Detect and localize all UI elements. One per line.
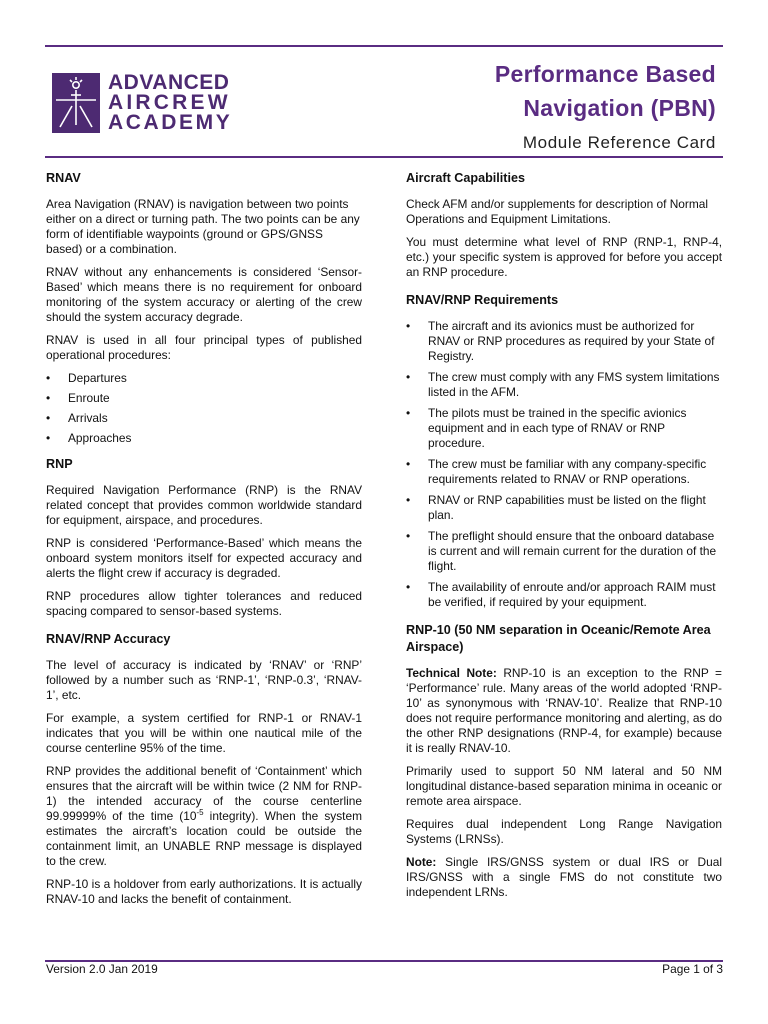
paragraph: Primarily used to support 50 NM lateral and 50 NM longitudinal distance-based separation minima in oceanic or remote area airspace.: [406, 764, 722, 808]
document-title-block: [495, 57, 716, 153]
section-heading-requirements: RNAV/RNP Requirements: [406, 293, 559, 307]
paragraph: RNP-10 is a holdover from early authorizations. It is actually RNAV-10 and lacks the benefit of containment.: [46, 877, 362, 906]
list-item: • The availability of enroute and/or approach RAIM must be verified, if required by your equipment.: [406, 580, 722, 610]
document-subtitle: Module Reference Card: [522, 133, 716, 152]
paragraph: You must determine what level of RNP (RNP-1, RNP-4, etc.) your specific system is approved for before you accept an RNP procedure.: [406, 235, 722, 279]
paragraph: RNP is considered ‘Performance-Based’ which means the onboard system monitors itself for expected accuracy and alerts the flight crew if accuracy is degraded.: [46, 536, 362, 580]
version-label: Version 2.0 Jan 2019: [46, 962, 158, 976]
section-heading-accuracy: RNAV/RNP Accuracy: [46, 632, 171, 646]
section-heading-rnp: RNP: [46, 457, 73, 471]
paragraph: Area Navigation (RNAV) is navigation between two points either on a direct or turning path. The two points can be any form of identifiable waypoints (ground or GPS/GNSS based) or a combination.: [46, 197, 360, 256]
section-heading-capabilities: Aircraft Capabilities: [406, 171, 525, 185]
paragraph: The level of accuracy is indicated by ‘RNAV’ or ‘RNP’ followed by a number such as ‘RNP-1’, ‘RNP-0.3’, ‘RNAV-1’, etc.: [46, 658, 362, 702]
academy-logo: [52, 73, 232, 133]
note: Note: Single IRS/GNSS system or dual IRS or Dual IRS/GNSS with a single FMS do not constitute two independent LRNs.: [406, 855, 722, 899]
list-item: • Departures: [46, 371, 362, 386]
left-column: [46, 170, 362, 915]
list-item: • The aircraft and its avionics must be authorized for RNAV or RNP procedures as required by your State of Registry.: [406, 319, 722, 364]
list-item: • The pilots must be trained in the specific avionics equipment and in each type of RNAV or RNP procedure.: [406, 406, 722, 451]
paragraph: For example, a system certified for RNP-1 or RNAV-1 indicates that you will be within one nautical mile of the course centerline 95% of the time.: [46, 711, 362, 755]
requirements-list: [406, 319, 722, 610]
procedure-types-list: [46, 371, 362, 446]
paragraph: RNAV is used in all four principal types of published operational procedures:: [46, 333, 362, 362]
header-rule: [45, 156, 723, 158]
list-item: • The preflight should ensure that the onboard database is current and will remain current for the duration of the flight.: [406, 529, 722, 574]
title-line-1: Performance Based: [494, 61, 716, 87]
runway-compass-icon: [52, 73, 100, 133]
logo-line-2: AIRCREW: [108, 91, 231, 114]
list-item: • Approaches: [46, 431, 362, 446]
logo-line-3: ACADEMY: [108, 111, 233, 134]
list-item: • The crew must comply with any FMS system limitations listed in the AFM.: [406, 370, 722, 400]
paragraph: RNAV without any enhancements is considered ‘Sensor-Based’ which means there is no requirement for onboard monitoring of the system accuracy or alerting of the crew should the system accuracy degrade.: [46, 265, 362, 324]
technical-note: Technical Note: RNP-10 is an exception to the RNP = ‘Performance’ rule. Many areas of the world adopted ‘RNP-10’ as synonymous with ‘RNAV-10’. Realize that RNP-10 does not require performance monitoring and alerting, as do the other RNP designations (RNP-4, for example) because it is really RNAV-10.: [406, 666, 723, 755]
paragraph: Required Navigation Performance (RNP) is the RNAV related concept that provides common worldwide standard for equipment, airspace, and procedures.: [46, 483, 362, 527]
list-item: • Enroute: [46, 391, 362, 406]
list-item: • RNAV or RNP capabilities must be listed on the flight plan.: [406, 493, 722, 523]
paragraph: Requires dual independent Long Range Navigation Systems (LRNSs).: [406, 817, 722, 846]
right-column: [406, 170, 722, 908]
logo-line-1: ADVANCED: [108, 71, 230, 94]
containment-paragraph: RNP provides the additional benefit of ‘Containment’ which ensures that the aircraft will be within twice (2 NM for RNP-1) the intended accuracy of the course centerline 99.99999% of the time ($10^{-5}$ integrity). When the system estimates the aircraft’s location could be outside the containment limit, an UNABLE RNP message is displayed to the crew.: [46, 764, 362, 868]
section-heading-rnav: RNAV: [46, 171, 81, 185]
paragraph: Check AFM and/or supplements for description of Normal Operations and Equipment Limitations.: [406, 197, 709, 226]
page-number: Page 1 of 3: [662, 962, 723, 976]
top-rule: [45, 45, 723, 47]
list-item: • Arrivals: [46, 411, 362, 426]
logo-wordmark: [108, 73, 232, 133]
paragraph: RNP procedures allow tighter tolerances and reduced spacing compared to sensor-based systems.: [46, 589, 362, 618]
title-line-2: Navigation (PBN): [523, 95, 716, 121]
list-item: • The crew must be familiar with any company-specific requirements related to RNAV or RNP operations.: [406, 457, 722, 487]
section-heading-rnp10: RNP-10 (50 NM separation in Oceanic/Remote Area Airspace): [406, 623, 711, 654]
